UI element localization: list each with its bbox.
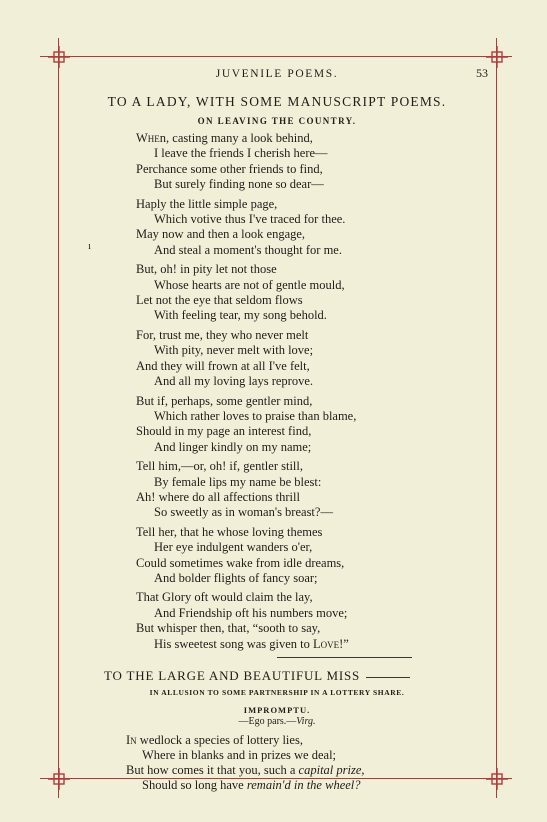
poem1-stanza <box>136 262 492 324</box>
poem-line: Haply the little simple page, <box>136 196 278 211</box>
poem-line: Could sometimes wake from idle dreams, <box>136 555 345 570</box>
line-text: Should so long have <box>142 778 247 792</box>
drop-word: Whe <box>136 131 160 145</box>
drop-word: In <box>126 733 137 747</box>
poem-line: So sweetly as in woman's breast?— <box>154 505 333 520</box>
poem-line <box>136 131 492 146</box>
poem-line: But if, perhaps, some gentler mind, <box>136 393 313 408</box>
italic-text: remain'd in the wheel? <box>246 778 361 792</box>
poem-line: But whisper then, that, “sooth to say, <box>136 621 321 636</box>
margin-mark: ı <box>88 240 92 252</box>
running-head-title: JUVENILE POEMS. <box>215 68 339 80</box>
poem-line: But, oh! in pity let not those <box>136 262 277 277</box>
poem1-stanza <box>136 131 492 193</box>
poem-line: With pity, never melt with love; <box>154 343 314 358</box>
poem-line: Should in my page an interest find, <box>136 424 312 439</box>
poem1-stanza <box>136 525 492 587</box>
poem-line: Whose hearts are not of gentle mould, <box>154 277 345 292</box>
poem-line: Which votive thus I've traced for thee. <box>154 212 346 227</box>
poem2-title-text: TO THE LARGE AND BEAUTIFUL MISS <box>104 668 361 683</box>
poem1-body <box>62 131 492 652</box>
poem-line: Perchance some other friends to find, <box>136 161 323 176</box>
frame-right-rule <box>496 38 497 798</box>
poem-line <box>126 733 492 748</box>
poem2-title <box>62 668 492 684</box>
poem2-motto <box>62 716 492 727</box>
poem-line: Where in blanks and in prizes we deal; <box>142 748 337 762</box>
line-text: wedlock a species of lottery lies, <box>136 733 303 747</box>
poem1-stanza <box>136 590 492 652</box>
poem1-stanza <box>136 459 492 521</box>
poem-line: I leave the friends I cherish here— <box>154 146 328 161</box>
poem-line: Let not the eye that seldom flows <box>136 293 303 308</box>
poem1-title: TO A LADY, WITH SOME MANUSCRIPT POEMS. <box>107 94 447 109</box>
poem-line: Tell her, that he whose loving themes <box>136 524 323 539</box>
poem-line: May now and then a look engage, <box>136 227 306 242</box>
poem-line: And all my loving lays reprove. <box>154 374 313 389</box>
poem-line <box>126 763 492 778</box>
poem2-subtitle: IN ALLUSION TO SOME PARTNERSHIP IN A LOTTERY SHARE. <box>149 688 405 697</box>
motto-author: Virg. <box>296 716 316 727</box>
frame-left-rule <box>58 38 59 798</box>
poem-line: And linger kindly on my name; <box>154 439 312 454</box>
poem-line: And they will frown at all I've felt, <box>136 358 310 373</box>
line-text: His sweetest song was given to <box>154 636 314 651</box>
poem-line <box>136 637 492 652</box>
poem-line <box>126 778 492 793</box>
poem2-subtitle-impromptu: IMPROMPTU. <box>243 705 311 715</box>
poem-line: And Friendship oft his numbers move; <box>154 605 348 620</box>
poem-line: Tell him,—or, oh! if, gentler still, <box>136 459 303 474</box>
section-divider <box>277 657 412 658</box>
name-blank-dash <box>366 677 410 678</box>
poem-line: For, trust me, they who never melt <box>136 327 309 342</box>
line-text: n, casting many a look behind, <box>159 131 313 145</box>
poem-line: Her eye indulgent wanders o'er, <box>154 540 313 555</box>
poem-line: Which rather loves to praise than blame, <box>154 408 357 423</box>
poem-line: And steal a moment's thought for me. <box>154 242 342 257</box>
poem-line: By female lips my name be blest: <box>154 474 322 489</box>
line-text: But how comes it that you, such a <box>126 763 299 777</box>
poem-line: And bolder flights of fancy soar; <box>154 570 318 585</box>
poem1-stanza <box>136 394 492 456</box>
poem1-stanza <box>136 197 492 259</box>
poem2-body <box>62 733 492 793</box>
page-number: 53 <box>476 66 488 80</box>
poem-line: Ah! where do all affections thrill <box>136 489 300 504</box>
poem1-subtitle: ON LEAVING THE COUNTRY. <box>197 116 357 126</box>
poem-line: That Glory oft would claim the lay, <box>136 590 313 605</box>
poem-line: But surely finding none so dear— <box>154 177 324 192</box>
closing-word: Love!” <box>313 636 349 651</box>
frame-top-rule <box>40 56 512 57</box>
book-page <box>62 64 492 793</box>
poem-line: With feeling tear, my song behold. <box>154 308 327 323</box>
poem1-stanza <box>136 328 492 390</box>
running-head <box>62 64 492 82</box>
motto-text: —Ego pars.— <box>238 716 297 727</box>
italic-text: capital prize, <box>298 763 365 777</box>
